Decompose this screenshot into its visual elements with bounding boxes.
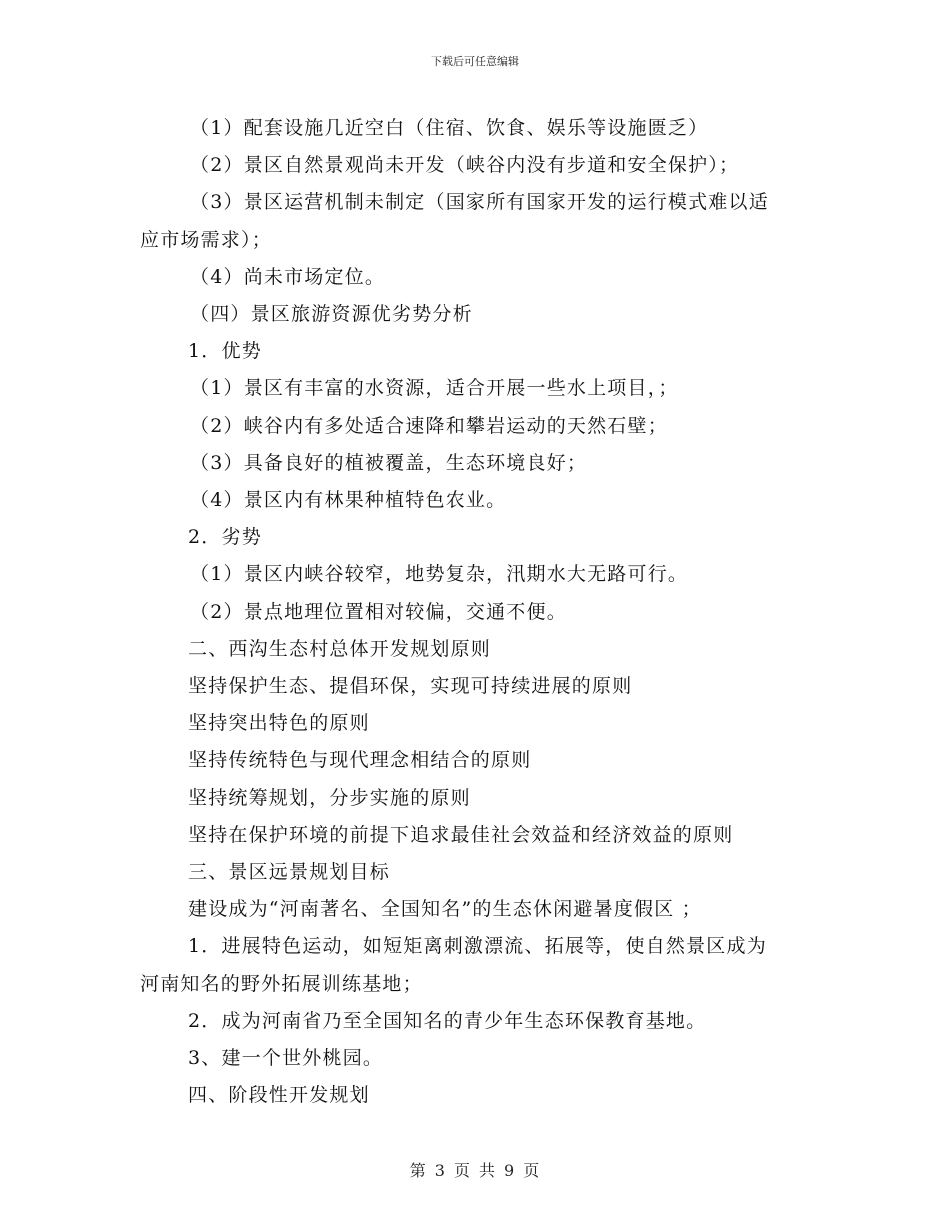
total-label: 共 (479, 1161, 497, 1180)
list-item: 2．成为河南省乃至全国知名的青少年生态环保教育基地。 (188, 1009, 707, 1032)
section-heading: 二、西沟生态村总体开发规划原则 (188, 637, 492, 660)
principle-item: 坚持统筹规划，分步实施的原则 (188, 786, 471, 809)
total-pages: 9 (504, 1161, 516, 1180)
total-unit: 页 (523, 1161, 541, 1180)
list-item-continuation: 应市场需求）； (140, 228, 272, 251)
list-item: （3）景区运营机制未制定（国家所有国家开发的运行模式难以适 (190, 191, 769, 214)
list-item: （1）景区内峡谷较窄，地势复杂，汛期水大无路可行。 (190, 563, 689, 586)
page-number: 3 (434, 1161, 446, 1180)
subsection-heading: 1．优势 (188, 340, 262, 363)
page-header: 下载后可任意编辑 (431, 55, 519, 68)
list-item: （2）景点地理位置相对较偏，交通不便。 (190, 600, 567, 623)
page-footer (0, 1158, 950, 1181)
list-item: （1）配套设施几近空白（住宿、饮食、娱乐等设施匮乏） (190, 117, 709, 139)
document-body (140, 110, 820, 1114)
list-item: 3、建一个世外桃园。 (188, 1047, 384, 1070)
section-heading: 三、景区远景规划目标 (188, 861, 391, 884)
paragraph: 建设成为“河南著名、全国知名”的生态休闲避暑度假区 ； (188, 898, 702, 921)
list-item-continuation: 河南知名的野外拓展训练基地； (140, 972, 423, 995)
principle-item: 坚持传统特色与现代理念相结合的原则 (188, 749, 532, 772)
principle-item: 坚持在保护环境的前提下追求最佳社会效益和经济效益的原则 (188, 823, 734, 846)
page-label: 第 (409, 1161, 427, 1180)
section-heading: 四、阶段性开发规划 (188, 1084, 370, 1107)
page-unit: 页 (453, 1161, 471, 1180)
subsection-heading: 2．劣势 (188, 526, 262, 549)
principle-item: 坚持保护生态、提倡环保，实现可持续进展的原则 (188, 675, 633, 698)
list-item: （2）峡谷内有多处适合速降和攀岩运动的天然石壁； (190, 414, 668, 437)
section-heading: （四）景区旅游资源优劣势分析 (190, 303, 473, 326)
principle-item: 坚持突出特色的原则 (188, 712, 370, 735)
list-item: （1）景区有丰富的水资源，适合开展一些水上项目，； (190, 377, 679, 400)
list-item: （2）景区自然景观尚未开发（峡谷内没有步道和安全保护）； (190, 154, 740, 177)
list-item: 1．进展特色运动，如短矩离刺激漂流、拓展等，使自然景区成为 (188, 935, 767, 958)
list-item: （4）尚未市场定位。 (190, 265, 386, 288)
list-item: （3）具备良好的植被覆盖，生态环境良好； (190, 451, 588, 474)
list-item: （4）景区内有林果种植特色农业。 (190, 489, 507, 512)
